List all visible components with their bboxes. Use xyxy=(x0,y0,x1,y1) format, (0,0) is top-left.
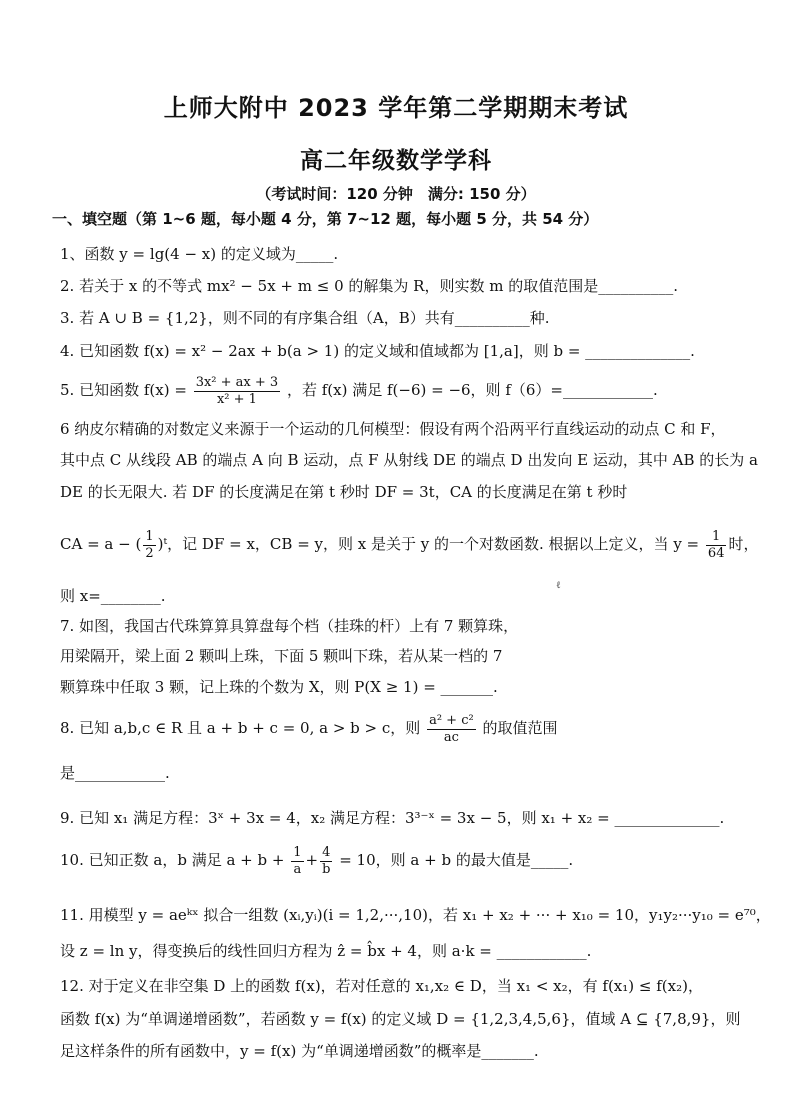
question-5 xyxy=(60,370,772,410)
question-7-line-2: 用梁隔开，梁上面 2 颗叫上珠，下面 5 颗叫下珠，若从某一档的 7 xyxy=(60,647,503,665)
q5-suffix: ，若 f(x) 满足 f(−6) = −6，则 f（6）=____________. xyxy=(286,381,658,399)
q10-plus: + xyxy=(305,851,319,869)
q6-suffix: 时， xyxy=(728,535,759,553)
q5-fraction xyxy=(194,375,280,408)
question-6-line-1: 6 纳皮尔精确的对数定义来源于一个运动的几何模型：假设有两个沿两平行直线运动的动点 C 和 F， xyxy=(60,420,726,438)
q6-half-numerator: 1 xyxy=(145,528,154,544)
q8-suffix: 的取值范围 xyxy=(482,719,558,737)
q5-fraction-numerator: 3x² + ax + 3 xyxy=(195,374,279,390)
scan-speck: ℓ xyxy=(556,580,561,591)
exam-subtitle: 高二年级数学学科 xyxy=(300,148,492,174)
q10-f2-numerator: 4 xyxy=(320,845,332,862)
q10-f1-numerator: 1 xyxy=(293,844,302,860)
question-6-line-3: DE 的长无限大. 若 DF 的长度满足在第 t 秒时 DF = 3t，CA 的长度满足在第 t 秒时 xyxy=(60,483,628,501)
question-6-line-2: 其中点 C 从线段 AB 的端点 A 向 B 运动，点 F 从射线 DE 的端点 D 出发向 E 运动，其中 AB 的长为 a xyxy=(60,451,758,469)
q8-fraction xyxy=(427,713,476,746)
question-6-line-4 xyxy=(60,522,772,566)
q10-f1-denominator: a xyxy=(293,861,302,877)
section-heading: 一、填空题（第 1~6 题，每小题 4 分，第 7~12 题，每小题 5 分，共 54 分） xyxy=(52,210,599,228)
question-1: 1、函数 y = lg(4 − x) 的定义域为_____. xyxy=(60,245,339,263)
q10-f2-denominator: b xyxy=(322,861,331,877)
question-12-line-3: 足这样条件的所有函数中，y = f(x) 为“单调递增函数”的概率是_______. xyxy=(60,1042,539,1060)
question-9: 9. 已知 x₁ 满足方程：3ˣ + 3x = 4，x₂ 满足方程：3³⁻ˣ = 3x − 5，则 x₁ + x₂ = ______________. xyxy=(60,809,725,827)
q10-fraction-1 xyxy=(291,845,303,878)
question-12-line-2: 函数 f(x) 为“单调递增函数”，若函数 y = f(x) 的定义域 D = {1,2,3,4,5,6}，值域 A ⊆ {7,8,9}，则 xyxy=(60,1010,741,1028)
q10-prefix: 10. 已知正数 a，b 满足 a + b + xyxy=(60,851,285,869)
q10-fraction-2 xyxy=(320,845,332,878)
question-3: 3. 若 A ∪ B = {1,2}，则不同的有序集合组（A，B）共有__________种. xyxy=(60,309,550,327)
question-8 xyxy=(60,706,772,750)
question-12-line-1: 12. 对于定义在非空集 D 上的函数 f(x)，若对任意的 x₁,x₂ ∈ D，当 x₁ < x₂，有 f(x₁) ≤ f(x₂)， xyxy=(60,977,703,995)
question-10 xyxy=(60,838,772,882)
question-11-line-2: 设 z = ln y，得变换后的线性回归方程为 ẑ = b̂x + 4，则 a·k = ____________. xyxy=(60,942,592,960)
q6-ca-prefix: CA = a − ( xyxy=(60,535,142,553)
question-8-line-2: 是____________. xyxy=(60,764,170,782)
q6-half-denominator: 2 xyxy=(145,545,154,561)
q6-half-fraction xyxy=(143,529,155,562)
question-11-line-1: 11. 用模型 y = aeᵏˣ 拟合一组数 (xᵢ,yᵢ)(i = 1,2,···,10)，若 x₁ + x₂ + ··· + x₁₀ = 10，y₁y₂···y₁₀ = e⁷⁰， xyxy=(60,906,771,924)
question-7-line-1: 7. 如图，我国古代珠算算具算盘每个档（挂珠的杆）上有 7 颗算珠， xyxy=(60,617,519,635)
q5-prefix: 5. 已知函数 f(x) = xyxy=(60,381,187,399)
q6-y-fraction xyxy=(706,529,727,562)
q6-y-numerator: 1 xyxy=(706,529,727,546)
question-7-line-3: 颗算珠中任取 3 颗，记上珠的个数为 X，则 P(X ≥ 1) = _______. xyxy=(60,678,498,696)
q6-y-denominator: 64 xyxy=(707,545,725,561)
q6-ca-middle: )ᵗ，记 DF = x，CB = y，则 x 是关于 y 的一个对数函数. 根据以上定义，当 y = xyxy=(157,535,700,553)
q8-fraction-denominator: ac xyxy=(443,729,459,745)
question-4: 4. 已知函数 f(x) = x² − 2ax + b(a > 1) 的定义域和值域都为 [1,a]，则 b = ______________. xyxy=(60,342,695,360)
q10-suffix: = 10，则 a + b 的最大值是_____. xyxy=(339,851,574,869)
exam-title: 上师大附中 2023 学年第二学期期末考试 xyxy=(163,94,629,122)
q5-fraction-denominator: x² + 1 xyxy=(216,391,257,407)
q8-fraction-numerator: a² + c² xyxy=(429,712,474,728)
question-2: 2. 若关于 x 的不等式 mx² − 5x + m ≤ 0 的解集为 R，则实数 m 的取值范围是__________. xyxy=(60,277,678,295)
question-6-line-5: 则 x=________. xyxy=(60,587,166,605)
exam-info: （考试时间：120 分钟 满分: 150 分） xyxy=(256,185,536,203)
q8-prefix: 8. 已知 a,b,c ∈ R 且 a + b + c = 0, a > b > c，则 xyxy=(60,719,421,737)
